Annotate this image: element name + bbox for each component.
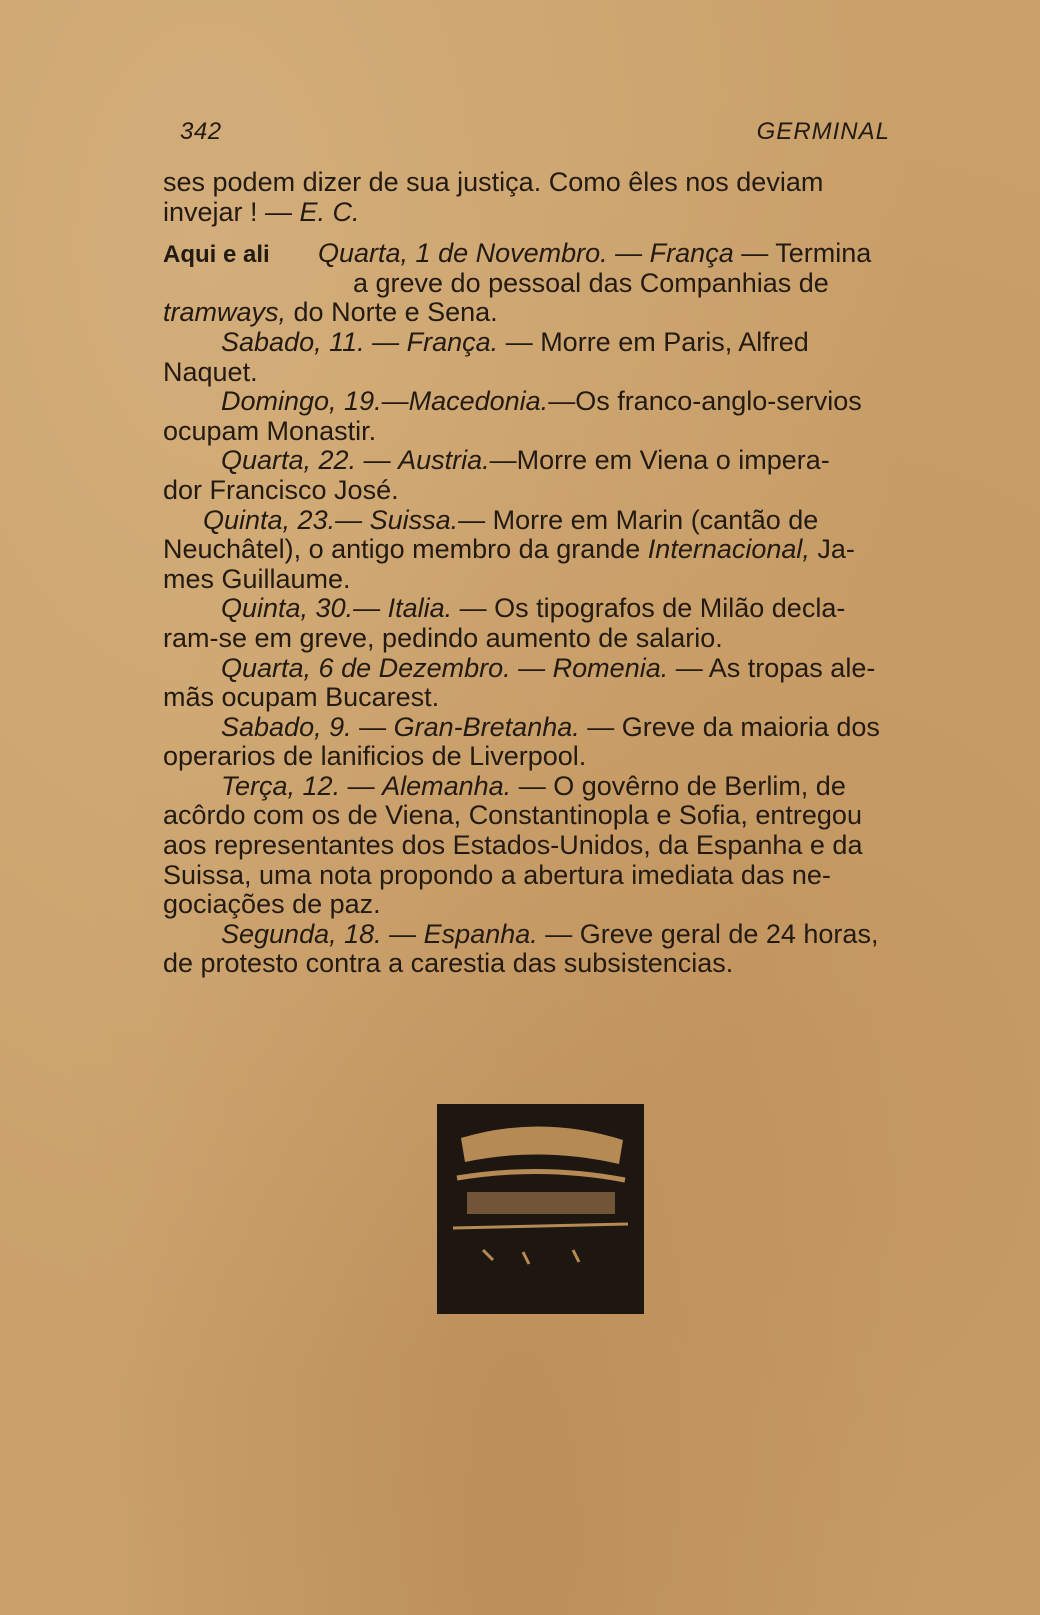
text-span: Ja- (809, 534, 855, 565)
text-line (163, 168, 923, 198)
text-span: acôrdo com os de Viena, Constantinopla e Sofia, entregou (163, 800, 862, 831)
text-span: — Os tipografos de Milão decla- (452, 593, 846, 624)
text-line (163, 446, 923, 476)
text-span: ses podem dizer de sua justiça. Como êles nos deviam (163, 167, 824, 197)
entry-place: Espanha. (423, 918, 538, 949)
entry-date: Segunda, 18. (221, 918, 382, 949)
text-span: — (381, 386, 409, 417)
entry-place: França. (406, 326, 499, 357)
woodcut-vignette-icon (433, 1100, 648, 1318)
text-span: — O govêrno de Berlim, de (511, 770, 846, 801)
text-span: do Norte e Sena. (286, 297, 498, 328)
entry-date: Quarta, 22. (221, 445, 357, 476)
text-span: — Greve da maioria dos (579, 711, 880, 742)
entry-date: Domingo, 19. (221, 386, 382, 417)
entry-place: Romenia. (552, 652, 669, 683)
body-text (163, 168, 923, 979)
text-span: — Greve geral de 24 horas, (537, 918, 879, 949)
text-span: ram-se em greve, pedindo aumento de salario. (163, 622, 723, 653)
text-span: Neuchâtel), o antigo membro da grande (163, 534, 648, 565)
entry-place: Italia. (387, 593, 453, 624)
text-span: aos representantes dos Estados-Unidos, da Espanha e da (163, 830, 863, 861)
entry-place: Suissa. (369, 504, 459, 535)
text-span: Internacional, (647, 534, 810, 565)
entry-place: Macedonia. (408, 386, 549, 417)
entry-date: Terça, 12. (221, 770, 341, 801)
text-line (163, 328, 923, 358)
text-line (163, 713, 923, 743)
text-span: — (510, 652, 553, 683)
text-span: operarios de lanificios de Liverpool. (163, 741, 587, 772)
text-span: tramways, (163, 297, 287, 328)
text-line (163, 269, 923, 299)
text-line (163, 594, 923, 624)
entry-place: França (649, 238, 734, 269)
text-line (163, 565, 923, 595)
text-line (163, 358, 923, 388)
text-span: —Os franco-anglo-servios (548, 386, 862, 417)
text-span: Naquet. (163, 356, 258, 387)
entry-date: Quarta, 6 de Dezembro. (221, 652, 511, 683)
text-line (163, 198, 923, 228)
text-line (163, 861, 923, 891)
running-title: GERMINAL (756, 118, 890, 145)
text-span: — (335, 504, 370, 535)
text-span: — (607, 238, 650, 269)
text-line (163, 920, 923, 950)
text-span: — (381, 918, 424, 949)
entry-date: Quarta, 1 de Novembro. (318, 238, 608, 269)
text-span: — (356, 445, 399, 476)
text-line (163, 890, 923, 920)
text-line (163, 949, 923, 979)
woodcut-svg (433, 1100, 648, 1318)
text-span: — (351, 711, 394, 742)
entry-date: Sabado, 11. (221, 326, 365, 357)
text-line (163, 801, 923, 831)
text-line (163, 683, 923, 713)
entry-place: Alemanha. (382, 770, 512, 801)
text-line (163, 417, 923, 447)
text-line (163, 624, 923, 654)
entry-date: Sabado, 9. (221, 711, 352, 742)
text-span: — Morre em Paris, Alfred (498, 326, 809, 357)
woodcut-band (467, 1192, 615, 1214)
text-line (163, 654, 923, 684)
entry-place: Austria. (398, 445, 490, 476)
text-line (163, 476, 923, 506)
text-line (163, 742, 923, 772)
text-line (163, 506, 923, 536)
text-line (163, 772, 923, 802)
text-span: — Morre em Marin (cantão de (458, 504, 819, 535)
text-line (163, 387, 923, 417)
text-span: a greve do pessoal das Companhias de (353, 267, 829, 298)
text-span: — (340, 770, 383, 801)
text-line (163, 831, 923, 861)
author-initials: E. C. (299, 196, 360, 227)
text-span: — (364, 326, 407, 357)
text-span: —Morre em Viena o impera- (489, 445, 830, 476)
text-span: invejar ! — (163, 196, 300, 227)
entry-place: Gran-Bretanha. (393, 711, 580, 742)
text-span: — As tropas ale- (668, 652, 876, 683)
page-header (165, 118, 890, 158)
entry-date: Quinta, 23. (203, 504, 336, 535)
text-span: — (353, 593, 388, 624)
text-span: dor Francisco José. (163, 474, 399, 505)
page-number: 342 (180, 118, 222, 145)
text-span: — Termina (733, 238, 872, 269)
text-span: Suissa, uma nota propondo a abertura imediata das ne- (163, 859, 831, 890)
text-line (163, 298, 923, 328)
text-line (163, 239, 923, 269)
text-line (163, 535, 923, 565)
text-span: de protesto contra a carestia das subsistencias. (163, 948, 734, 979)
entry-date: Quinta, 30. (221, 593, 354, 624)
text-span: gociações de paz. (163, 889, 381, 920)
text-span: mes Guillaume. (163, 563, 351, 594)
text-span: ocupam Monastir. (163, 415, 377, 446)
section-label: Aqui e ali (163, 241, 270, 269)
text-span: mãs ocupam Bucarest. (163, 682, 440, 713)
